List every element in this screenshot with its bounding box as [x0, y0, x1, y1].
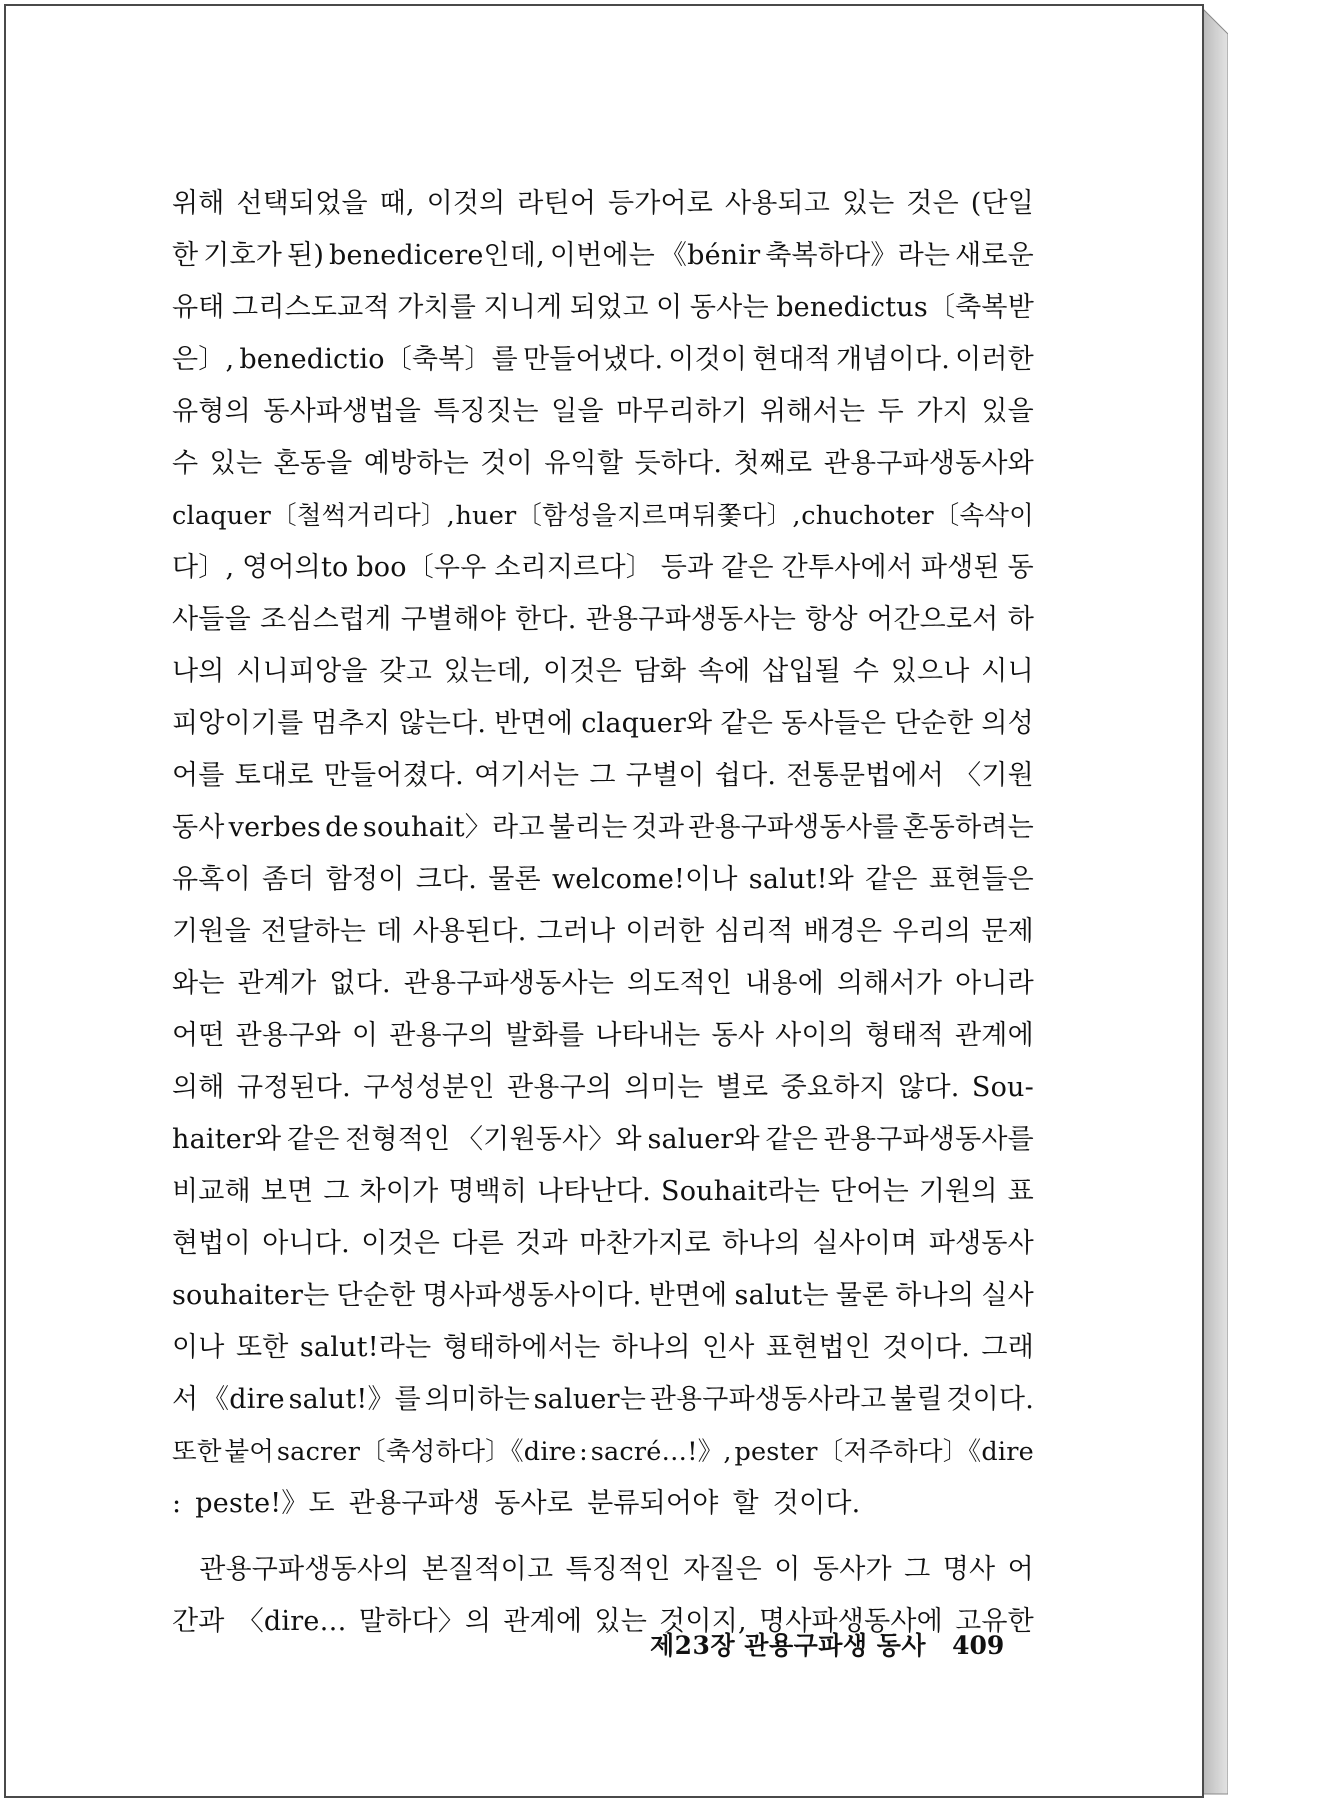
body-text — [172, 178, 1034, 1648]
text-line: 기원을 전달하는 데 사용된다. 그러나 이러한 심리적 배경은 우리의 문제 — [172, 916, 1034, 947]
text-line: 수 있는 혼동을 예방하는 것이 유익할 듯하다. 첫째로 관용구파생동사와 — [172, 448, 1034, 479]
text-line: 어떤 관용구와 이 관용구의 발화를 나타내는 동사 사이의 형태적 관계에 — [172, 1020, 1034, 1051]
text-line: claquer〔철썩거리다〕, huer〔함성을 지르며 뒤쫓다〕, chuchoter〔속삭이 — [172, 501, 1034, 531]
text-line: 다〕, 영어의to boo〔우우 소리지르다〕 등과 같은 간투사에서 파생된 동 — [172, 552, 1034, 583]
text-line: 나의 시니피앙을 갖고 있는데, 이것은 담화 속에 삽입될 수 있으나 시니 — [172, 656, 1034, 687]
book-page — [4, 4, 1204, 1798]
text-line: 어를 토대로 만들어졌다. 여기서는 그 구별이 쉽다. 전통문법에서 〈기원 — [172, 760, 1034, 791]
running-footer-chapter: 제23장 관용구파생 동사 — [650, 1631, 927, 1660]
text-line: 관용구파생동사의 본질적이고 특징적인 자질은 이 동사가 그 명사 어 — [172, 1554, 1034, 1585]
paragraph-gap — [172, 1530, 1034, 1544]
text-line: : peste!》도 관용구파생 동사로 분류되어야 할 것이다. — [172, 1488, 861, 1519]
text-line: souhaiter는 단순한 명사파생동사이다. 반면에 salut는 물론 하나의 실사 — [172, 1280, 1034, 1311]
text-line: 위해 선택되었을 때, 이것의 라틴어 등가어로 사용되고 있는 것은 (단일 — [172, 188, 1034, 219]
text-line: 유태 그리스도교적 가치를 지니게 되었고 이 동사는 benedictus〔축복받 — [172, 292, 1034, 323]
text-line: 간과 〈dire… 말하다〉의 관계에 있는 것이지, 명사파생동사에 고유한 — [172, 1606, 1034, 1637]
text-line: 한 기호가 된) benedicere인데, 이번에는 《bénir 축복하다》라는 새로운 — [172, 240, 1034, 271]
text-line: 피앙이기를 멈추지 않는다. 반면에 claquer와 같은 동사들은 단순한 의성 — [172, 708, 1034, 739]
text-line: 유형의 동사파생법을 특징짓는 일을 마무리하기 위해서는 두 가지 있을 — [172, 396, 1034, 427]
text-line: 이나 또한 salut!라는 형태하에서는 하나의 인사 표현법인 것이다. 그래 — [172, 1332, 1034, 1363]
page-stack-shadow — [1202, 4, 1228, 1798]
paragraph — [172, 178, 1034, 1530]
page-stack-edge — [1202, 4, 1228, 1798]
page-number: 409 — [952, 1631, 1005, 1660]
text-line: haiter와 같은 전형적인 〈기원동사〉와 saluer와 같은 관용구파생동사를 — [172, 1124, 1034, 1155]
page-footer — [650, 1626, 1004, 1662]
text-line: 의해 규정된다. 구성성분인 관용구의 의미는 별로 중요하지 않다. Sou- — [172, 1072, 1034, 1103]
text-line: 동사 verbes de souhait〉라고 불리는 것과 관용구파생동사를 혼동하려는 — [172, 812, 1034, 843]
text-line: 서 《dire salut!》를 의미하는 saluer는 관용구파생동사라고 불릴 것이다. — [172, 1384, 1034, 1415]
text-line: 은〕, benedictio〔축복〕를 만들어냈다. 이것이 현대적 개념이다. 이러한 — [172, 344, 1034, 375]
text-line: 와는 관계가 없다. 관용구파생동사는 의도적인 내용에 의해서가 아니라 — [172, 968, 1034, 999]
text-line: 또한 붙어 sacrer〔축성하다〕《dire : sacré…!》, pester〔저주하다〕《dire — [172, 1437, 1034, 1467]
text-line: 비교해 보면 그 차이가 명백히 나타난다. Souhait라는 단어는 기원의 표 — [172, 1176, 1034, 1207]
text-line: 유혹이 좀더 함정이 크다. 물론 welcome!이나 salut!와 같은 표현들은 — [172, 864, 1034, 895]
text-line: 사들을 조심스럽게 구별해야 한다. 관용구파생동사는 항상 어간으로서 하 — [172, 604, 1034, 635]
text-line: 현법이 아니다. 이것은 다른 것과 마찬가지로 하나의 실사이며 파생동사 — [172, 1228, 1034, 1259]
